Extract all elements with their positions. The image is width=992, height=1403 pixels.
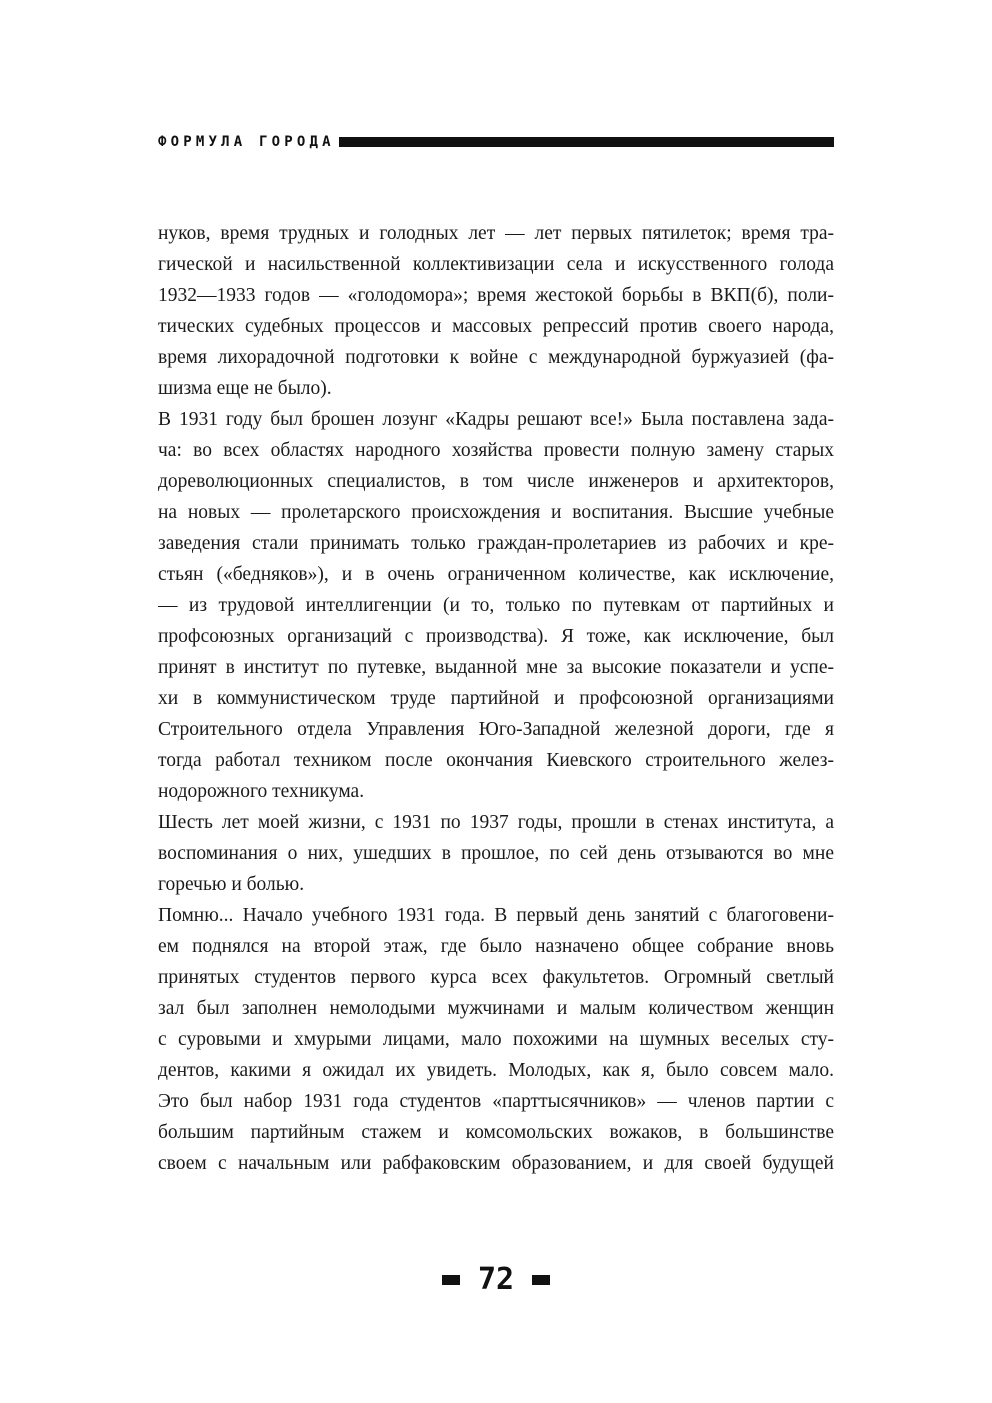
text-line: гической и насильственной коллективизации села и искусственного голода [158,254,834,275]
text-line: Строительного отдела Управления Юго-Западной железной дороги, где я [158,719,834,740]
text-line: большим партийным стажем и комсомольских вожаков, в большинстве [158,1122,834,1143]
text-line: В 1931 году был брошен лозунг «Кадры решают все!» Была поставлена зада- [158,409,834,430]
text-line: дореволюционных специалистов, в том числе инженеров и архитекторов, [158,471,834,492]
body-text [158,218,834,1179]
text-line: тогда работал техником после окончания Киевского строительного желез- [158,750,834,771]
text-line: заведения стали принимать только граждан-пролетариев из рабочих и кре- [158,533,834,554]
text-line: тических судебных процессов и массовых репрессий против своего народа, [158,316,834,337]
text-line: своем с начальным или рабфаковским образованием, и для своей будущей [158,1153,834,1174]
folio-mark-right [532,1275,550,1285]
text-line: принятых студентов первого курса всех факультетов. Огромный светлый [158,967,834,988]
text-line: с суровыми и хмурыми лицами, мало похожими на шумных веселых сту- [158,1029,834,1050]
text-line: ем поднялся на второй этаж, где было назначено общее собрание вновь [158,936,834,957]
text-line: стьян («бедняков»), и в очень ограниченном количестве, как исключение, [158,564,834,585]
text-line: хи в коммунистическом труде партийной и профсоюзной организациями [158,688,834,709]
text-line: время лихорадочной подготовки к войне с международной буржуазией (фа- [158,347,834,368]
text-line: зал был заполнен немолодыми мужчинами и малым количеством женщин [158,998,834,1019]
text-line: воспоминания о них, ушедших в прошлое, по сей день отзываются во мне [158,843,834,864]
text-line: принят в институт по путевке, выданной мне за высокие показатели и успе- [158,657,834,678]
text-line: ча: во всех областях народного хозяйства провести полную замену старых [158,440,834,461]
text-line: шизма еще не было). [158,378,332,399]
text-line: 1932—1933 годов — «голодомора»; время жестокой борьбы в ВКП(б), поли- [158,285,834,306]
header-rule [339,137,834,147]
paragraph [158,900,834,1179]
paragraph [158,807,834,900]
page-number: 72 [477,1262,515,1297]
text-line: горечью и болью. [158,874,305,895]
running-title: ФОРМУЛА ГОРОДА [158,134,335,150]
folio-mark-left [442,1275,460,1285]
text-line: Помню... Начало учебного 1931 года. В первый день занятий с благоговени- [158,905,834,926]
text-line: — из трудовой интеллигенции (и то, только по путевкам от партийных и [158,595,834,616]
text-line: Шесть лет моей жизни, с 1931 по 1937 годы, прошли в стенах института, а [158,812,834,833]
text-line: на новых — пролетарского происхождения и воспитания. Высшие учебные [158,502,834,523]
paragraph [158,404,834,807]
text-line: дентов, какими я ожидал их увидеть. Молодых, как я, было совсем мало. [158,1060,834,1081]
running-header [158,128,834,156]
text-line: нодорожного техникума. [158,781,365,802]
text-line: Это был набор 1931 года студентов «парттысячников» — членов партии с [158,1091,834,1112]
text-line: нуков, время трудных и голодных лет — лет первых пятилеток; время тра- [158,223,834,244]
paragraph [158,218,834,404]
text-line: профсоюзных организаций с производства). Я тоже, как исключение, был [158,626,834,647]
page-footer [0,1262,992,1297]
